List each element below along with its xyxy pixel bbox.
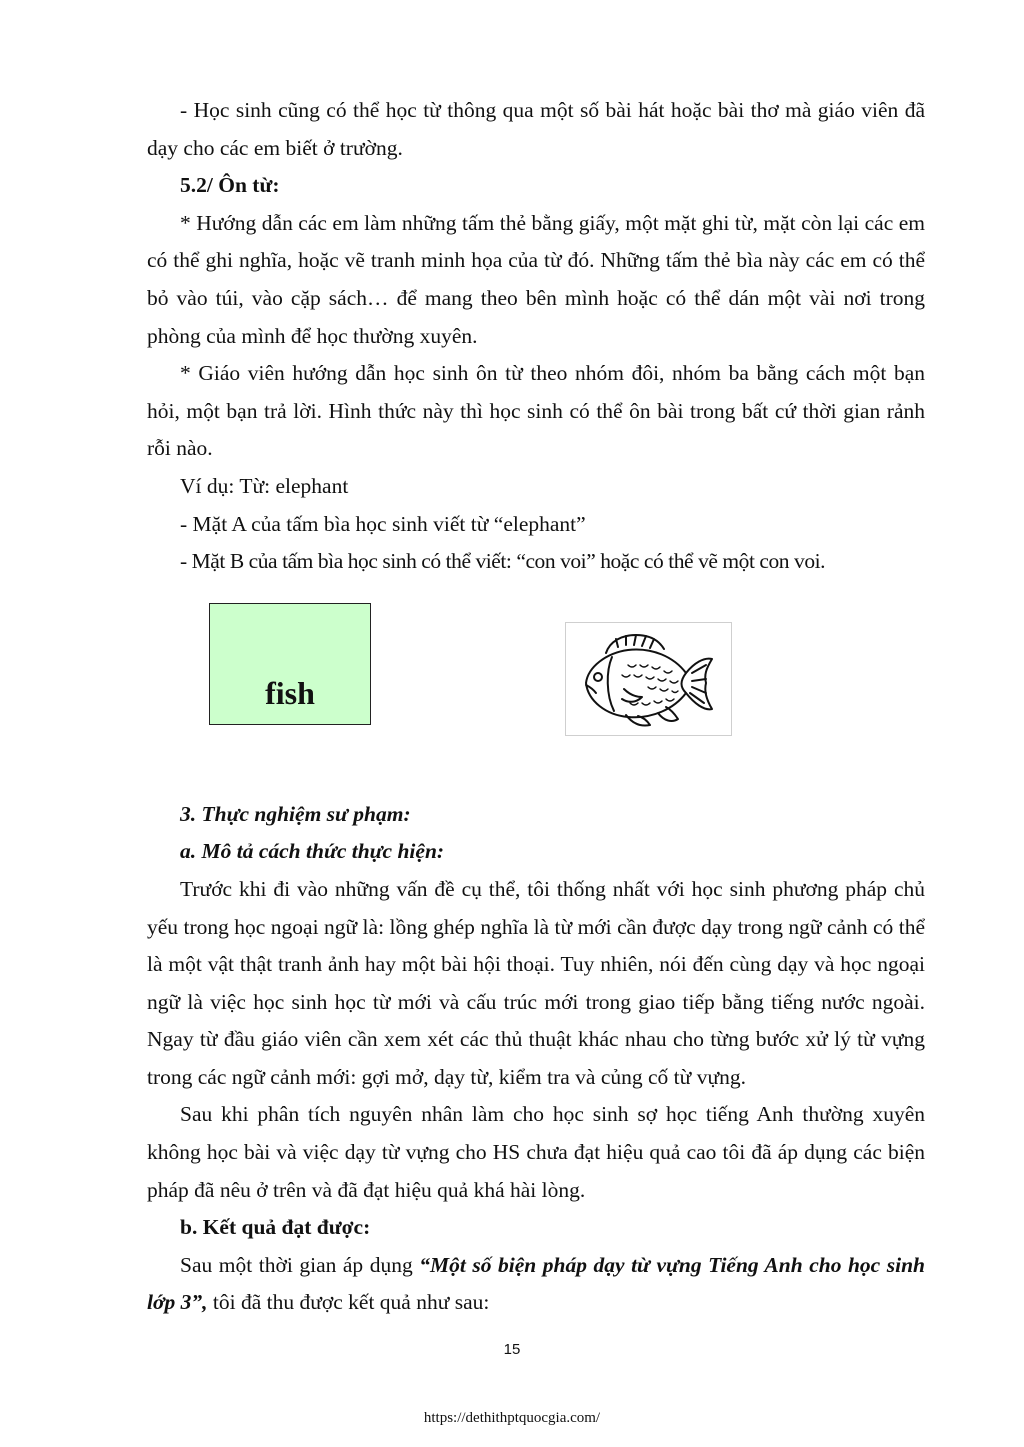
flashcard-example-figure bbox=[147, 581, 925, 796]
heading-3-experiment: 3. Thực nghiệm sư phạm: bbox=[180, 801, 411, 826]
fish-drawing-icon bbox=[566, 623, 733, 737]
paragraph-analysis: Sau khi phân tích nguyên nhân làm cho học sinh sợ học tiếng Anh thường xuyên không học bài và việc dạy từ vựng cho HS chưa đạt hiệu quả cao tôi đã áp dụng các biện pháp đã nêu ở trên và đã đạt hiệu quả khá hài lòng. bbox=[147, 1102, 925, 1202]
paragraph-flashcards: * Hướng dẫn các em làm những tấm thẻ bằng giấy, một mặt ghi từ, mặt còn lại các em có thể ghi nghĩa, hoặc vẽ tranh minh họa của từ đó. Những tấm thẻ bìa này các em có thể bỏ vào túi, vào cặp sách… để mang theo bên mình hoặc có thể dán một vài nơi trong phòng của mình để học thường xuyên. bbox=[147, 210, 925, 348]
results-lead-text: Sau một thời gian áp dụng bbox=[180, 1252, 420, 1277]
example-side-b: - Mặt B của tấm bìa học sinh có thể viết: “con voi” hoặc có thể vẽ một con voi. bbox=[180, 549, 826, 574]
word-card bbox=[209, 603, 371, 725]
example-intro: Ví dụ: Từ: elephant bbox=[180, 473, 349, 498]
footer-url[interactable]: https://dethithptquocgia.com/ bbox=[423, 1410, 601, 1426]
paragraph-results bbox=[147, 1247, 925, 1322]
word-card-label: fish bbox=[265, 674, 315, 711]
example-side-a: - Mặt A của tấm bìa học sinh viết từ “elephant” bbox=[180, 511, 586, 536]
document-body bbox=[147, 92, 925, 1322]
paragraph-group-review: * Giáo viên hướng dẫn học sinh ôn từ theo nhóm đôi, nhóm ba bằng cách một bạn hỏi, một bạn trả lời. Hình thức này thì học sinh có thể ôn bài trong bất cứ thời gian rảnh rỗi nào. bbox=[147, 361, 925, 461]
heading-3a-method: a. Mô tả cách thức thực hiện: bbox=[180, 839, 445, 864]
page-number: 15 bbox=[503, 1341, 521, 1358]
picture-card bbox=[565, 622, 732, 736]
paragraph-songs-poems: - Học sinh cũng có thể học từ thông qua một số bài hát hoặc bài thơ mà giáo viên đã dạy cho các em biết ở trường. bbox=[147, 98, 925, 160]
heading-3b-results: b. Kết quả đạt được: bbox=[180, 1215, 371, 1240]
results-tail-text: tôi đã thu được kết quả như sau: bbox=[207, 1290, 490, 1315]
paragraph-method: Trước khi đi vào những vấn đề cụ thể, tôi thống nhất với học sinh phương pháp chủ yếu trong học ngoại ngữ là: lồng ghép nghĩa là từ mới cần được dạy trong ngữ cảnh có thể là một vật thật tranh ảnh hay một bài hội thoại. Tuy nhiên, nói đến cùng dạy và học ngoại ngữ là việc học sinh học từ mới và cấu trúc mới trong giao tiếp bằng tiếng nước ngoài. Ngay từ đầu giáo viên cần xem xét các thủ thuật khác nhau cho từng bước xử lý từ vựng trong các ngữ cảnh mới: gợi mở, dạy từ, kiểm tra và củng cố từ vựng. bbox=[147, 876, 925, 1089]
results-title: “Một số biện pháp dạy từ vựng Tiếng Anh cho học sinh lớp 3”, bbox=[147, 1252, 926, 1315]
heading-5-2: 5.2/ Ôn từ: bbox=[180, 173, 280, 198]
